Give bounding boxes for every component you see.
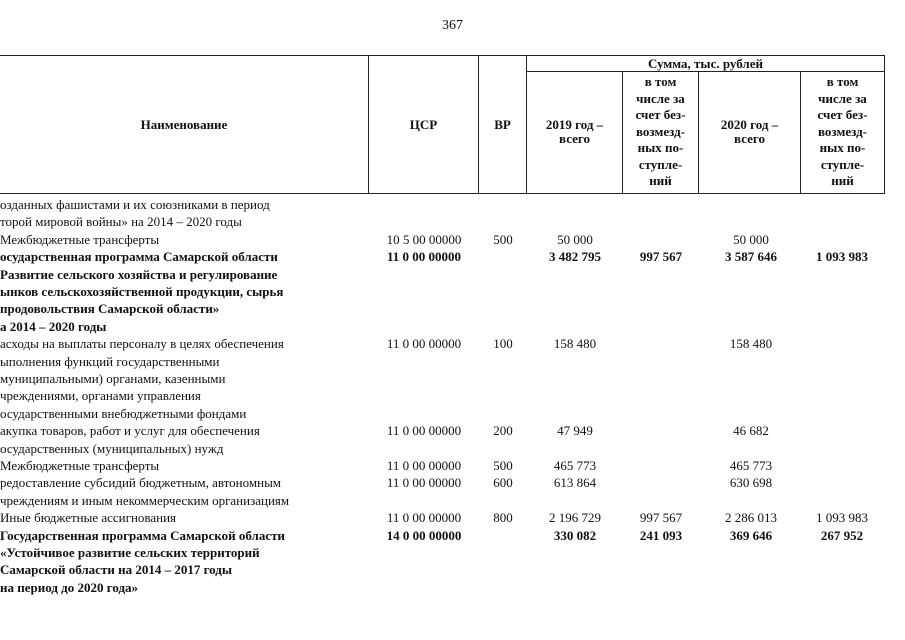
header-2020-total xyxy=(699,118,800,146)
row-csr-cell: 11 0 00 00000 xyxy=(386,249,462,265)
row-vr-cell: 500 xyxy=(493,458,513,473)
row-name-cell: ынков сельскохозяйственной продукции, сырья xyxy=(0,284,284,299)
row-vr-cell: 500 xyxy=(493,231,513,247)
header-2019-line: всего xyxy=(559,131,590,146)
row-2019-total-cell: 330 082 xyxy=(553,527,597,543)
row-csr-cell: 11 0 00 00000 xyxy=(386,510,462,526)
sum-group-bottom-border xyxy=(527,71,885,72)
row-2019-total-cell: 2 196 729 xyxy=(549,510,601,526)
header-2019-total xyxy=(527,118,622,146)
row-name-cell: торой мировой войны» на 2014 – 2020 годы xyxy=(0,214,242,230)
row-name-cell: на период до 2020 года» xyxy=(0,579,139,595)
row-csr-cell: 11 0 00 00000 xyxy=(386,475,462,491)
row-2020-total-cell: 2 286 013 xyxy=(725,510,777,526)
row-2019-total-cell: 158 480 xyxy=(553,336,597,352)
header-2020-incl-line: ступле- xyxy=(820,156,865,172)
header-2020-incl-line: счет без- xyxy=(817,107,868,122)
row-name-cell: Государственная программа Самарской области xyxy=(0,527,285,543)
row-vr-cell: 800 xyxy=(493,510,513,526)
row-name-cell: муниципальными) органами, казенными xyxy=(0,371,226,386)
row-name-cell: Иные бюджетные ассигнования xyxy=(0,510,177,526)
header-2019-incl-line: ступле- xyxy=(638,156,683,172)
row-2020-total-cell: 3 587 646 xyxy=(725,249,777,265)
row-name-cell: озданных фашистами и их союзниками в период xyxy=(0,197,270,212)
row-2020-total-cell: 465 773 xyxy=(729,458,773,473)
header-bottom-border xyxy=(0,193,885,194)
page-number: 367 xyxy=(442,18,463,33)
row-name-cell: осударственных (муниципальных) нужд xyxy=(0,440,224,456)
header-2019-incl-line: ных по- xyxy=(637,140,684,155)
header-2020-line: всего xyxy=(734,131,765,146)
row-2019-total-cell: 613 864 xyxy=(553,475,597,491)
header-2019-incl-line: счет без- xyxy=(635,107,686,122)
row-2020-total-cell: 158 480 xyxy=(729,336,773,352)
row-name-cell: Межбюджетные трансферты xyxy=(0,231,160,247)
row-csr-cell: 11 0 00 00000 xyxy=(386,458,462,473)
row-2020-incl-cell: 1 093 983 xyxy=(816,510,868,526)
row-csr-cell: 10 5 00 00000 xyxy=(386,231,462,247)
row-name-cell: редоставление субсидий бюджетным, автономным xyxy=(0,475,282,491)
header-2020-incl-line: числе за xyxy=(818,90,867,106)
row-name-cell: осударственная программа Самарской области xyxy=(0,249,278,265)
row-2019-incl-cell: 241 093 xyxy=(639,527,683,543)
row-name-cell: акупка товаров, работ и услуг для обеспечения xyxy=(0,423,260,439)
row-name-cell: продовольствия Самарской области» xyxy=(0,301,220,317)
row-name-cell: чреждениями, органами управления xyxy=(0,388,201,404)
row-2020-total-cell: 369 646 xyxy=(729,527,773,543)
row-vr-cell: 600 xyxy=(493,475,513,491)
row-2020-incl-cell: 1 093 983 xyxy=(816,249,868,265)
row-2019-incl-cell: 997 567 xyxy=(639,510,683,526)
header-csr: ЦСР xyxy=(409,117,438,132)
row-name-cell: Развитие сельского хозяйства и регулирование xyxy=(0,266,278,282)
header-name: Наименование xyxy=(140,117,228,132)
row-csr-cell: 11 0 00 00000 xyxy=(386,423,462,439)
header-2020-incl-line: ных по- xyxy=(819,140,866,155)
row-name-cell: осударственными внебюджетными фондами xyxy=(0,405,247,421)
header-2019-incl-line: ний xyxy=(649,173,672,188)
row-name-cell: Самарской области на 2014 – 2017 годы xyxy=(0,562,233,578)
row-name-cell: чреждениям и иным некоммерческим организациям xyxy=(0,492,290,508)
row-vr-cell: 200 xyxy=(493,423,513,439)
header-vr: ВР xyxy=(494,117,511,132)
row-2019-incl-cell: 997 567 xyxy=(639,249,683,265)
row-2019-total-cell: 50 000 xyxy=(557,231,593,247)
row-name-cell: Межбюджетные трансферты xyxy=(0,458,160,473)
row-2020-total-cell: 46 682 xyxy=(733,423,769,439)
header-2019-incl-line: числе за xyxy=(636,90,685,106)
row-2019-total-cell: 47 949 xyxy=(557,423,593,439)
row-csr-cell: 11 0 00 00000 xyxy=(386,336,462,352)
row-2019-total-cell: 465 773 xyxy=(553,458,597,473)
header-2019-incl-line: возмезд- xyxy=(636,123,685,139)
header-2019-incl xyxy=(623,74,698,190)
header-2020-incl-line: в том xyxy=(826,74,859,89)
row-2020-incl-cell: 267 952 xyxy=(820,527,864,543)
header-2020-incl xyxy=(801,74,884,190)
row-name-cell: ыполнения функций государственными xyxy=(0,353,220,369)
header-2020-incl-line: возмезд- xyxy=(818,123,867,139)
row-2020-total-cell: 50 000 xyxy=(733,231,769,247)
row-2020-total-cell: 630 698 xyxy=(729,475,773,491)
row-name-cell: «Устойчивое развитие сельских территорий xyxy=(0,545,260,560)
header-2020-incl-line: ний xyxy=(831,173,854,188)
row-name-cell: а 2014 – 2020 годы xyxy=(0,318,107,334)
row-csr-cell: 14 0 00 00000 xyxy=(386,527,462,543)
row-vr-cell: 100 xyxy=(493,336,513,352)
header-2019-line: 2019 год – xyxy=(545,117,604,132)
row-2019-total-cell: 3 482 795 xyxy=(549,249,601,265)
header-2020-line: 2020 год – xyxy=(720,117,779,132)
table-right-border xyxy=(884,55,885,194)
header-sum-group: Сумма, тыс. рублей xyxy=(648,56,763,71)
row-name-cell: асходы на выплаты персоналу в целях обеспечения xyxy=(0,336,284,352)
header-2019-incl-line: в том xyxy=(644,74,677,89)
